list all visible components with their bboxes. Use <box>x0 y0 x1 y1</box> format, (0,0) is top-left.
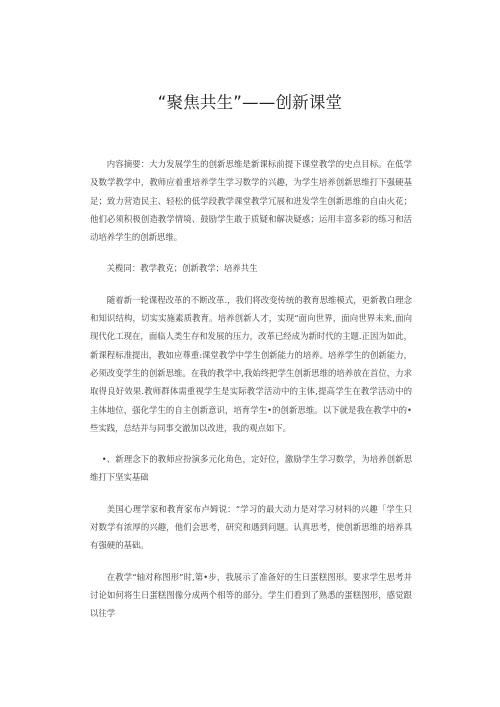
abstract-paragraph: 内容摘要：大力发展学生的创新思维是新课标前提下课堂教学的史点目标。在低学及数学教学中，教师应着重培养学生学习数学的兴趣，为学生培养创新思维打下强硬基足；致力营造民主、轻松的低学段教学课堂教学冗展和进发学生创新思维的自由火花；他们必须积极创造教学情境、鼓励学生敢于质疑和解决疑惑；运用丰富多彩的练习和活动培养学生的创新思维。 <box>90 159 412 243</box>
body-paragraph: 在教学“轴对称图形”时,第•步，我展示了准备好的生日蛋糕图形。要求学生思考并讨论如何将生日蛋糕图像分成两个相等的部分。学生们看到了熟悉的蛋糕图形，感觉跟以往学 <box>90 571 412 619</box>
document-title: “聚焦共生”——创新课堂 <box>157 93 343 112</box>
section-heading: •、新理念下的教师应扮演多元化角色，定好位，激励学生学习数学，为培养创新思维打下坚实基础 <box>90 454 412 483</box>
intro-paragraph: 随着新一轮课程改革的不断改革.，我们将改变传统的教育思维模式，更新教白理念和知识结构，切实实施素质教育。培养创新人才，实现“面向世界，面向世界未来,面向现代化工现在，面临人类生存和发展的压力，改革已经成为新时代的主题.正因为如此，新课程标准提出，教如应尊重:课堂教学中学生创新能力的培养。培养学生的创新能力，必须改变学生的创新思维。在我的教学中,我始终把学生创新思维的培养放在首位，力求取得良好效果.教师群体需重视学生是实际教学活动中的主体,提高学生在教学活动中的主体地位，强化学生的自主创新意识，培育学生•的创新思维。以下就是我在教学中的•些实践，总结并与同事交澈加以改进，我的观点如下。 <box>90 294 412 433</box>
document-body <box>90 155 412 636</box>
body-paragraph: 美国心理学家和教育家布卢姆说：“学习的最大动力是对学习材料的兴趣「学生只对数学有浓厚的兴趣，他们会思考，研究和遇到问题。认真思考，使创新思维的培养具有强硬的基础。 <box>90 503 412 551</box>
keywords-paragraph: 关榄同：教学教克；创新教学；培养共生 <box>106 263 258 274</box>
